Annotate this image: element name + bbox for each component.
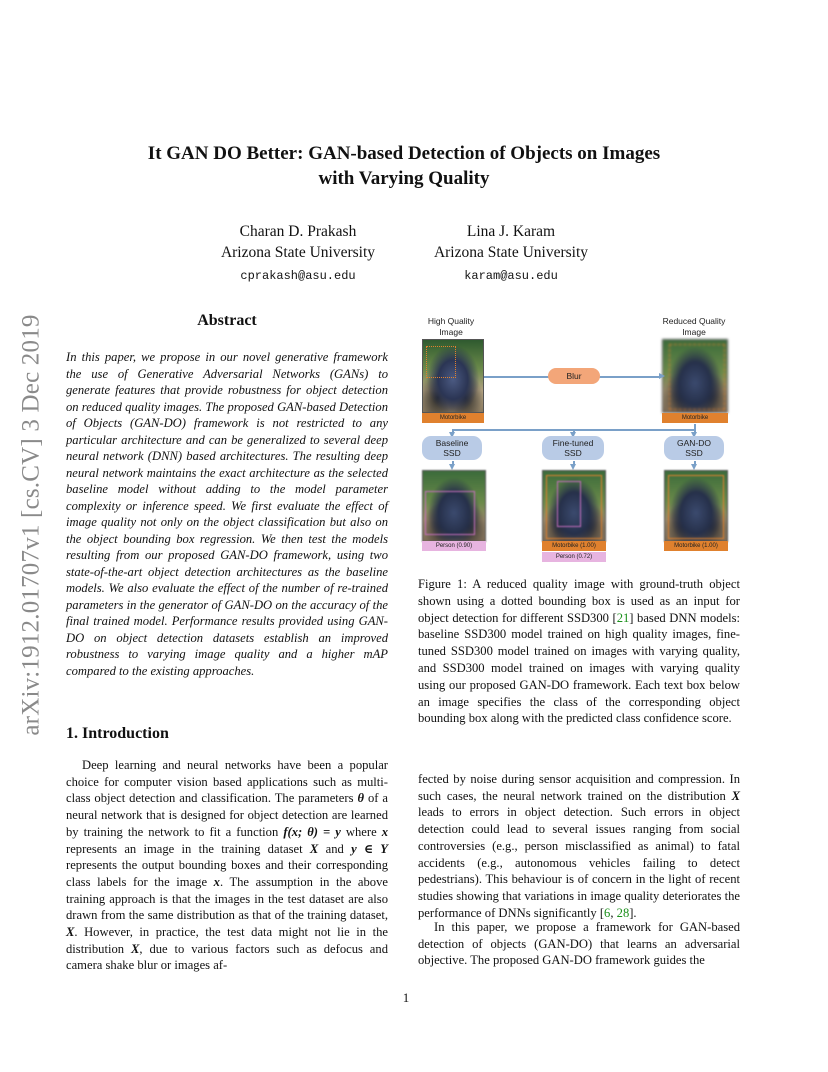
math-x: x: [381, 824, 388, 839]
label-line: Reduced Quality: [662, 316, 726, 326]
text-run: of a neural network that is designed for object detection are learned by training the network to fit a function: [66, 791, 388, 839]
label-line: Image: [682, 327, 706, 337]
citation-link[interactable]: 21: [616, 610, 630, 625]
math-function: f(x; θ) = y: [283, 824, 341, 839]
figure-1: [418, 312, 740, 570]
citation-link[interactable]: 28: [616, 905, 630, 920]
abstract-text: In this paper, we propose in our novel generative framework the use of Generative Adversarial Networks (GANs) to generate features that provide robustness for object detection on reduced quality images. The proposed GAN-based Detection of Objects (GAN-DO) framework is not restricted to any particular architecture and can be generalized to several deep neural network (DNN) based architectures. The resulting deep neural network maintains the exact architecture as the selected baseline model without adding to the model parameter complexity or inference speed. We first evaluate the effect of image quality not only on the object classification but also on the object bounding box regression. We then test the models resulting from our proposed GAN-DO framework, using two state-of-the-art object detection architectures as the baseline models. We also evaluate the effect of the number of re-trained parameters in the generator of GAN-DO on the accuracy of the final trained model. Performance results provided using GAN-DO on object detection datasets establish an improved robustness to varying image quality and a higher mAP compared to the existing approaches.: [66, 350, 388, 678]
model-line: SSD: [564, 448, 582, 458]
label-high-quality: [418, 316, 484, 338]
model-finetuned-ssd: [542, 436, 604, 460]
author-name: Charan D. Prakash: [239, 223, 357, 240]
math-theta: θ: [357, 791, 364, 806]
model-line: SSD: [685, 448, 703, 458]
math-X: X: [309, 841, 319, 856]
connector-arrow: [452, 461, 454, 465]
arxiv-stamp: [14, 290, 50, 760]
ground-truth-box: [426, 346, 456, 378]
prediction-box-person: [425, 491, 475, 535]
output-tag-finetuned-motorbike: Motorbike (1.00): [542, 541, 606, 551]
model-gando-ssd: [664, 436, 724, 460]
reduced-quality-image: [662, 339, 728, 413]
author-email: cprakash@asu.edu: [240, 269, 356, 283]
motorbike-tag: Motorbike: [662, 413, 728, 423]
text-run: Figure 1: A reduced quality image with ground-truth object shown using a dotted bounding box is used as an input for object detection for different SSD300 [: [418, 577, 740, 625]
introduction-heading: 1. Introduction: [66, 725, 169, 742]
introduction-paragraph: [66, 757, 388, 974]
label-reduced-quality: [654, 316, 734, 338]
text-run: . However, in practice, the test data might not lie in the distribution: [66, 925, 388, 956]
text-run: where: [340, 824, 382, 839]
math-x: x: [213, 874, 220, 889]
motorbike-tag: Motorbike: [422, 413, 484, 423]
arxiv-stamp-text: arXiv:1912.01707v1 [cs.CV] 3 Dec 2019: [18, 314, 45, 736]
text-run: fected by noise during sensor acquisition and compression. In such cases, the neural network trained on the distribution: [418, 772, 740, 803]
connector-arrow: [573, 429, 575, 433]
output-tag-baseline: Person (0.90): [422, 541, 486, 551]
math-X: X: [130, 941, 140, 956]
text-run: and: [318, 841, 352, 856]
output-tag-finetuned-person: Person (0.72): [542, 552, 606, 562]
author-email: karam@asu.edu: [464, 269, 558, 283]
text-run: . The assumption in the above training approach is that the images in the test dataset are also drawn from the same distribution as that of the training dataset,: [66, 874, 388, 923]
model-line: Baseline: [435, 437, 469, 448]
text-run: leads to errors in object detection. Such errors in object detection could lead to several issues ranging from social controversies (e.g., person misclassified as animal) to fatal accidents (e.g., autonomous vehicles failing to detect pedestrians). This behaviour is of concern in the light of recent studies showing that variations in image quality deteriorates the performance of DNNs significantly [: [418, 805, 740, 920]
title-line-2: with Varying Quality: [318, 168, 490, 189]
output-image-gando: [664, 470, 728, 542]
author-block-2: [391, 221, 631, 287]
connector-arrow: [694, 461, 696, 465]
page-number: 1: [402, 990, 410, 1005]
prediction-box-person: [557, 481, 581, 527]
author-name: Lina J. Karam: [466, 223, 556, 240]
ground-truth-box: [669, 344, 725, 410]
text-run: , due to various factors such as defocus and camera shake blur or images af-: [66, 941, 388, 973]
author-block-1: [178, 221, 418, 287]
label-line: High Quality: [427, 316, 475, 326]
figure-1-caption: [418, 576, 740, 727]
output-tag-gando: Motorbike (1.00): [664, 541, 728, 551]
title-line-1: It GAN DO Better: GAN-based Detection of Objects on Images: [147, 143, 661, 164]
text-run: Deep learning and neural networks have been a popular choice for computer vision based applications such as multi-class object detection and classification. The parameters: [66, 758, 388, 806]
output-image-finetuned: [542, 470, 606, 542]
author-affiliation: Arizona State University: [220, 244, 376, 261]
right-column-paragraph-2: In this paper, we propose a framework for GAN-based detection of objects (GAN-DO) that learns an adversarial objective. The proposed GAN-DO framework guides the: [418, 920, 740, 968]
model-line: GAN-DO: [677, 437, 711, 448]
high-quality-image: [422, 339, 484, 413]
model-line: SSD: [443, 448, 461, 458]
math-X: X: [66, 925, 75, 940]
author-affiliation: Arizona State University: [433, 244, 589, 261]
text-run: represents an image in the training dataset: [66, 841, 310, 856]
connector-arrow: [452, 429, 454, 433]
text-run: represents the output bounding boxes and their corresponding class labels for the image: [66, 858, 388, 889]
prediction-box-motorbike: [668, 475, 724, 539]
text-run: ,: [610, 905, 617, 920]
text-run: ] based DNN models: baseline SSD300 model trained on high quality images, fine-tuned SSD300 model trained on images with varying quality, and SSD300 model trained on images with varying quality using our proposed GAN-DO framework. Each text box below an image specifies the class of the corresponding object bounding box along with the predicted class confidence score.: [418, 610, 740, 726]
model-line: Fine-tuned: [552, 437, 594, 448]
blur-pill: Blur: [548, 368, 600, 384]
model-baseline-ssd: [422, 436, 482, 460]
output-image-baseline: [422, 470, 486, 542]
abstract-heading: Abstract: [197, 312, 257, 329]
label-line: Image: [439, 327, 463, 337]
citation-link[interactable]: 6: [604, 905, 611, 920]
connector-arrow: [573, 461, 575, 465]
math-y-in-Y: y ∈ Y: [351, 841, 388, 856]
paper-title: [100, 141, 708, 191]
math-X: X: [731, 788, 740, 803]
right-column-paragraph-1: [418, 771, 740, 921]
connector-arrow: [694, 429, 696, 433]
text-run: ].: [629, 905, 637, 920]
